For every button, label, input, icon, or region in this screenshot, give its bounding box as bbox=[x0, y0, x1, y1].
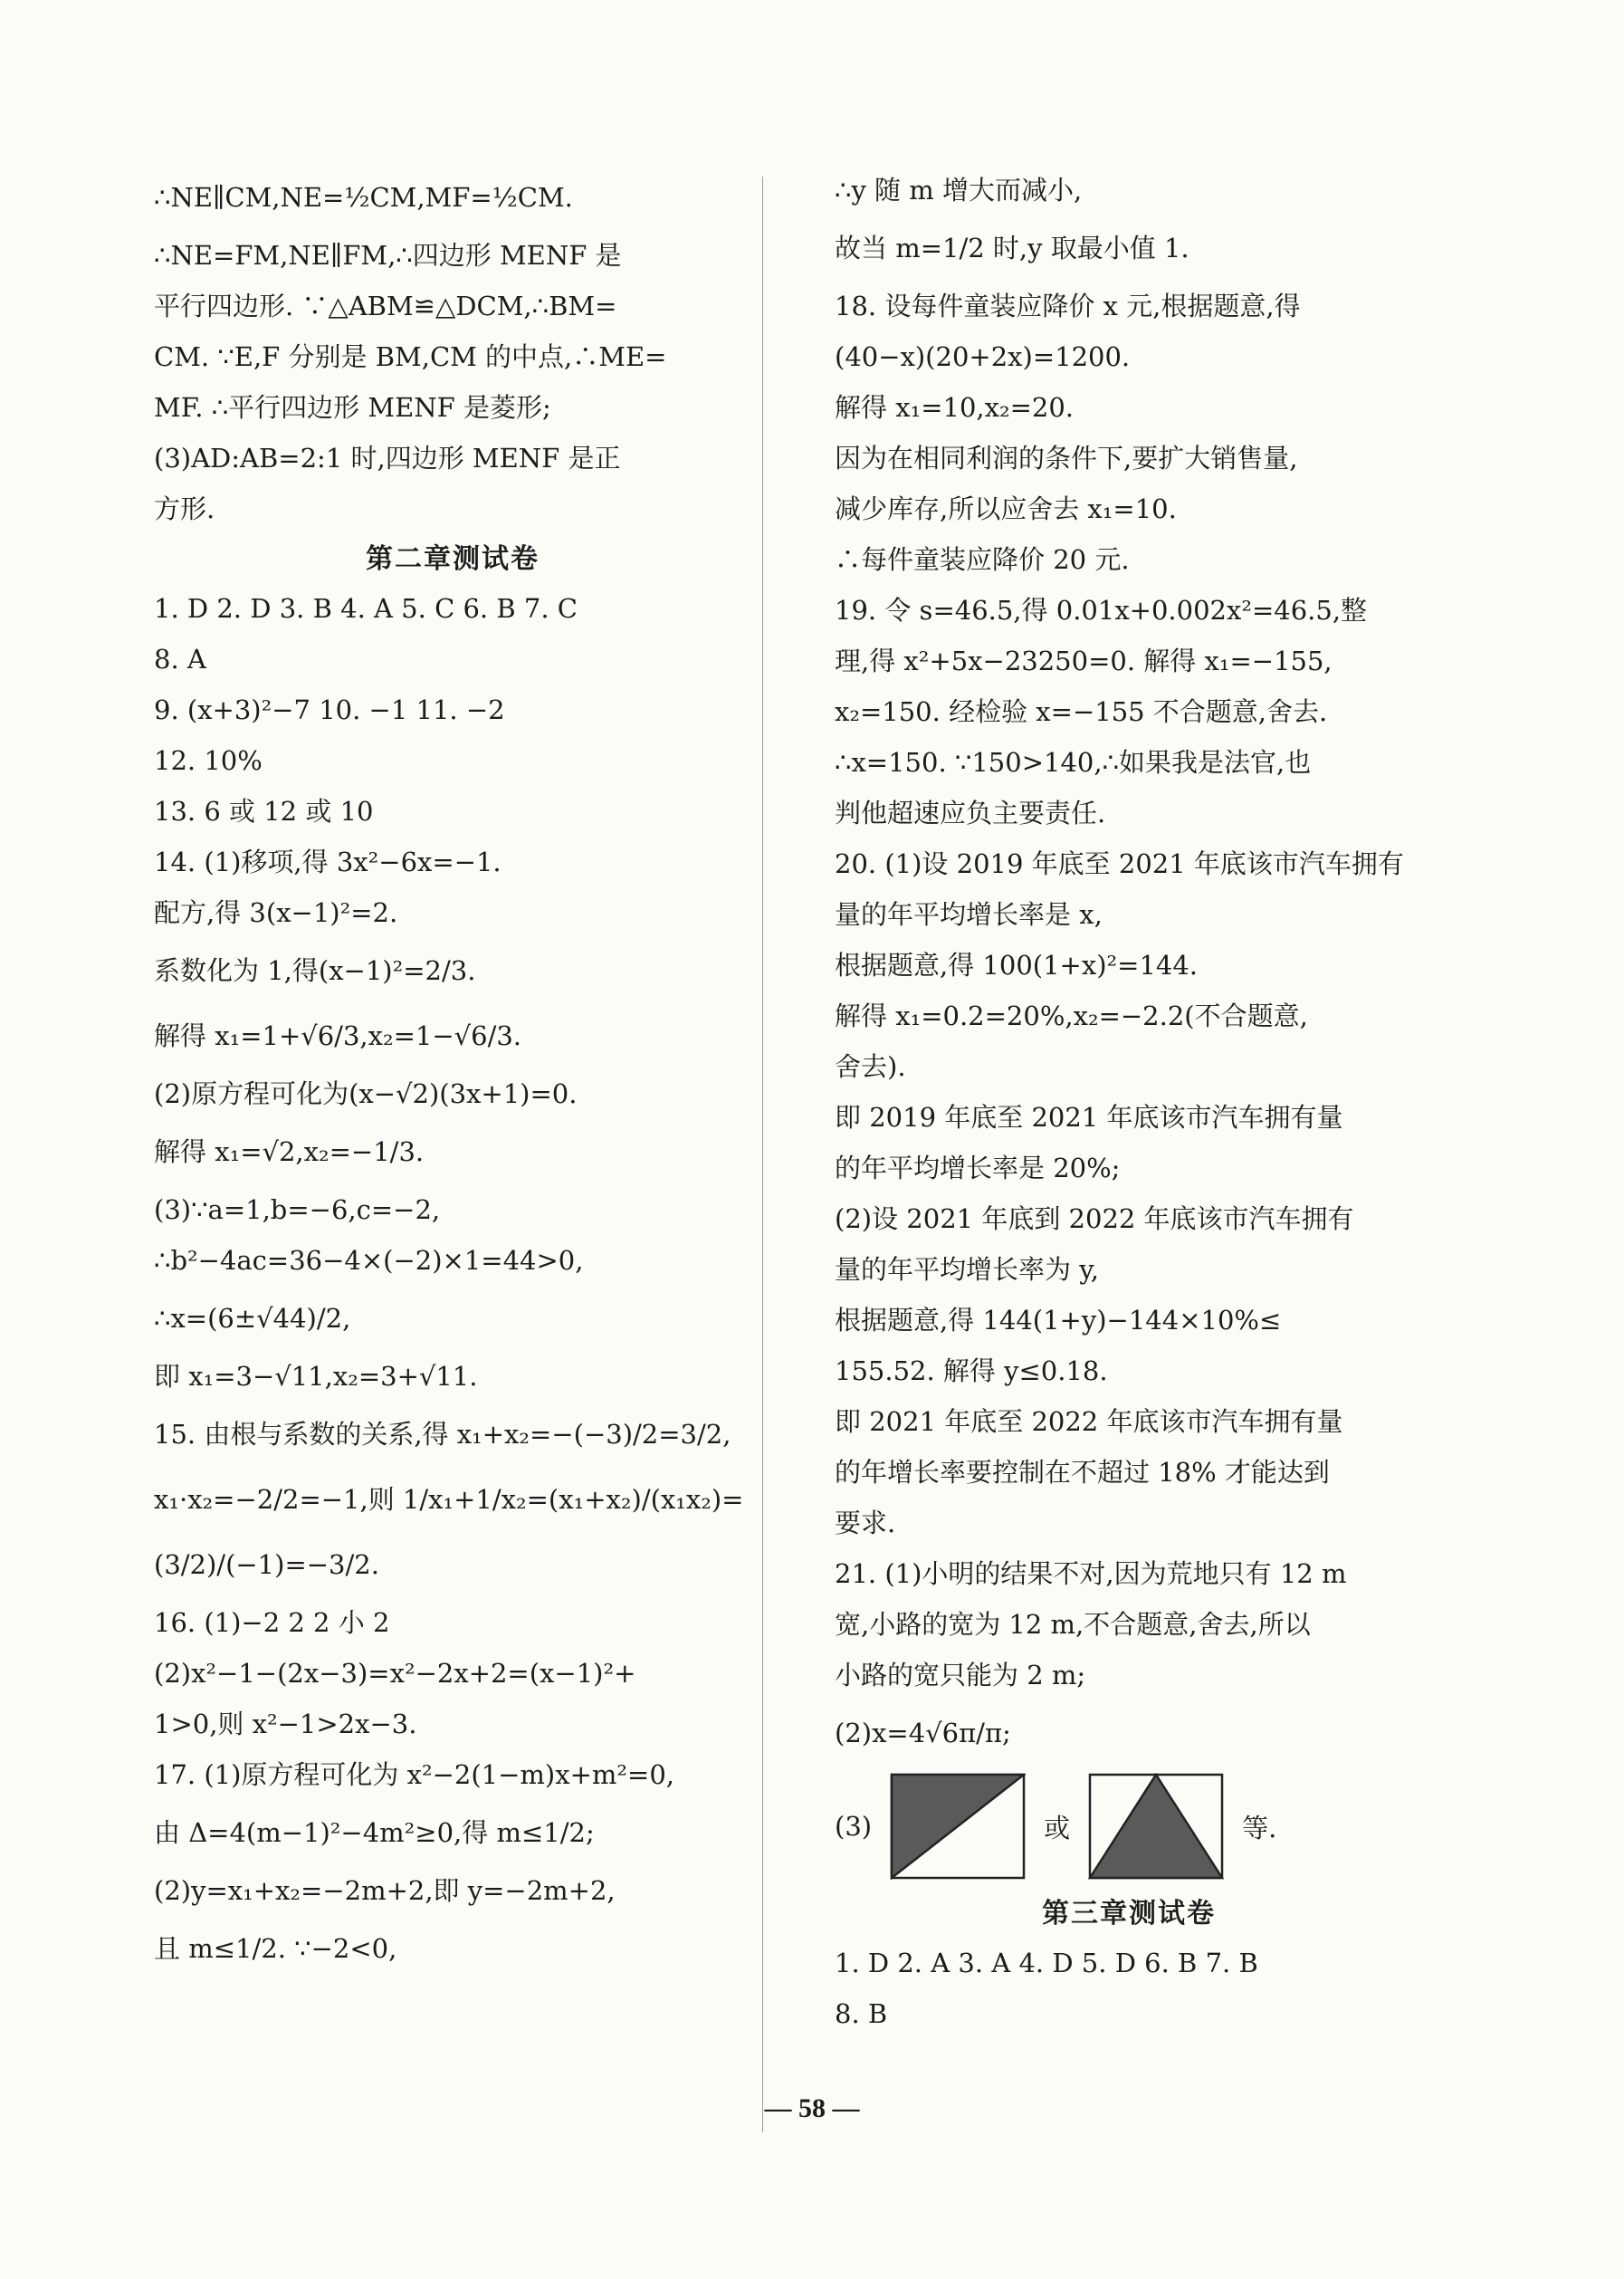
text-line: ∴每件童装应降价 20 元. bbox=[835, 544, 1130, 575]
text-line: 8. A bbox=[154, 644, 206, 675]
text-line: 方形. bbox=[154, 493, 215, 524]
text-line: (2)y=x₁+x₂=−2m+2,即 y=−2m+2, bbox=[154, 1875, 616, 1906]
text-line: 宽,小路的宽为 12 m,不合题意,舍去,所以 bbox=[835, 1609, 1311, 1640]
right-column-tail bbox=[835, 1896, 1423, 2032]
text-line: 8. B bbox=[835, 1998, 888, 2029]
text-line: 平行四边形. ∵△ABM≌△DCM,∴BM= bbox=[154, 291, 617, 321]
text-line: 20. (1)设 2019 年底至 2021 年底该市汽车拥有 bbox=[835, 848, 1404, 879]
text-line: 要求. bbox=[835, 1508, 896, 1538]
text-line: 减少库存,所以应舍去 x₁=10. bbox=[835, 493, 1177, 524]
text-line: 1. D 2. D 3. B 4. A 5. C 6. B 7. C bbox=[154, 593, 578, 624]
text-line: ∴x=150. ∵150>140,∴如果我是法官,也 bbox=[835, 747, 1312, 778]
text-line: 判他超速应负主要责任. bbox=[835, 798, 1106, 828]
text-line: 19. 令 s=46.5,得 0.01x+0.002x²=46.5,整 bbox=[835, 595, 1368, 626]
text-line: 16. (1)−2 2 2 小 2 bbox=[154, 1607, 390, 1638]
text-line: x₁·x₂=−2/2=−1,则 1/x₁+1/x₂=(x₁+x₂)/(x₁x₂)= bbox=[154, 1484, 744, 1515]
text-line: MF. ∴平行四边形 MENF 是菱形; bbox=[154, 392, 551, 423]
text-line: 舍去). bbox=[835, 1051, 906, 1082]
text-line: CM. ∵E,F 分别是 BM,CM 的中点,∴ME= bbox=[154, 341, 667, 372]
text-line: 故当 m=1/2 时,y 取最小值 1. bbox=[835, 233, 1189, 263]
text-line: (3)∵a=1,b=−6,c=−2, bbox=[154, 1194, 441, 1225]
text-line: 12. 10% bbox=[154, 745, 263, 776]
text-line: 的年增长率要控制在不超过 18% 才能达到 bbox=[835, 1457, 1330, 1488]
triangle-in-rectangle-figure bbox=[1088, 1773, 1224, 1880]
text-line: 理,得 x²+5x−23250=0. 解得 x₁=−155, bbox=[835, 646, 1333, 676]
section-title: 第二章测试卷 bbox=[366, 543, 540, 575]
left-column bbox=[154, 172, 751, 1988]
text-line: x₂=150. 经检验 x=−155 不合题意,舍去. bbox=[835, 696, 1328, 727]
text-line: (3)AD:AB=2:1 时,四边形 MENF 是正 bbox=[154, 443, 621, 474]
text-line: ∴NE=FM,NE∥FM,∴四边形 MENF 是 bbox=[154, 240, 622, 271]
figure-end-text: 等. bbox=[1242, 1812, 1277, 1843]
right-column bbox=[835, 172, 1423, 2046]
text-line: 配方,得 3(x−1)²=2. bbox=[154, 897, 398, 928]
text-line: 量的年平均增长率为 y, bbox=[835, 1254, 1099, 1285]
text-line: 1>0,则 x²−1>2x−3. bbox=[154, 1709, 417, 1739]
text-line: ∴NE∥CM,NE=½CM,MF=½CM. bbox=[154, 182, 573, 213]
figure-row bbox=[835, 1773, 1423, 1880]
text-line: 解得 x₁=√2,x₂=−1/3. bbox=[154, 1136, 425, 1167]
text-line: 的年平均增长率是 20%; bbox=[835, 1153, 1121, 1183]
text-line: 小路的宽只能为 2 m; bbox=[835, 1660, 1086, 1690]
text-line: 解得 x₁=0.2=20%,x₂=−2.2(不合题意, bbox=[835, 1001, 1308, 1031]
text-line: 18. 设每件童装应降价 x 元,根据题意,得 bbox=[835, 291, 1301, 321]
text-line: 即 x₁=3−√11,x₂=3+√11. bbox=[154, 1361, 478, 1392]
text-line: 155.52. 解得 y≤0.18. bbox=[835, 1355, 1108, 1386]
text-line: 9. (x+3)²−7 10. −1 11. −2 bbox=[154, 694, 505, 725]
text-line: 系数化为 1,得(x−1)²=2/3. bbox=[154, 955, 476, 986]
text-line: 15. 由根与系数的关系,得 x₁+x₂=−(−3)/2=3/2, bbox=[154, 1419, 731, 1450]
column-divider bbox=[762, 177, 763, 2132]
text-line: (2)x=4√6π/π; bbox=[835, 1718, 1011, 1748]
text-line: 即 2019 年底至 2021 年底该市汽车拥有量 bbox=[835, 1102, 1343, 1133]
text-line: 即 2021 年底至 2022 年底该市汽车拥有量 bbox=[835, 1406, 1343, 1437]
diagonal-split-rectangle-figure bbox=[890, 1773, 1026, 1880]
text-line: 根据题意,得 100(1+x)²=144. bbox=[835, 950, 1199, 981]
text-line: (2)设 2021 年底到 2022 年底该市汽车拥有 bbox=[835, 1203, 1354, 1234]
text-line: 21. (1)小明的结果不对,因为荒地只有 12 m bbox=[835, 1558, 1347, 1589]
figure-label: (3) bbox=[835, 1811, 873, 1842]
text-line: 因为在相同利润的条件下,要扩大销售量, bbox=[835, 443, 1298, 474]
text-line: 解得 x₁=10,x₂=20. bbox=[835, 392, 1075, 423]
text-line: 13. 6 或 12 或 10 bbox=[154, 796, 374, 827]
text-line: 1. D 2. A 3. A 4. D 5. D 6. B 7. B bbox=[835, 1948, 1258, 1978]
text-line: 根据题意,得 144(1+y)−144×10%≤ bbox=[835, 1305, 1282, 1336]
text-line: 17. (1)原方程可化为 x²−2(1−m)x+m²=0, bbox=[154, 1759, 674, 1790]
text-line: 解得 x₁=1+√6/3,x₂=1−√6/3. bbox=[154, 1020, 522, 1051]
right-column-lines bbox=[835, 172, 1423, 1758]
section-title: 第三章测试卷 bbox=[1042, 1898, 1216, 1929]
text-line: ∴y 随 m 增大而减小, bbox=[835, 175, 1083, 206]
text-line: ∴x=(6±√44)/2, bbox=[154, 1303, 351, 1334]
text-line: ∴b²−4ac=36−4×(−2)×1=44>0, bbox=[154, 1245, 584, 1276]
text-line: (2)x²−1−(2x−3)=x²−2x+2=(x−1)²+ bbox=[154, 1658, 636, 1689]
text-line: 由 Δ=4(m−1)²−4m²≥0,得 m≤1/2; bbox=[154, 1817, 595, 1848]
text-line: (40−x)(20+2x)=1200. bbox=[835, 341, 1131, 372]
figure-or-text: 或 bbox=[1044, 1812, 1071, 1843]
text-line: 量的年平均增长率是 x, bbox=[835, 899, 1103, 930]
text-line: 14. (1)移项,得 3x²−6x=−1. bbox=[154, 847, 502, 877]
text-line: 且 m≤1/2. ∵−2<0, bbox=[154, 1933, 397, 1964]
text-line: (3/2)/(−1)=−3/2. bbox=[154, 1549, 379, 1580]
page-number: — 58 — bbox=[764, 2093, 860, 2123]
text-line: (2)原方程可化为(x−√2)(3x+1)=0. bbox=[154, 1078, 578, 1109]
